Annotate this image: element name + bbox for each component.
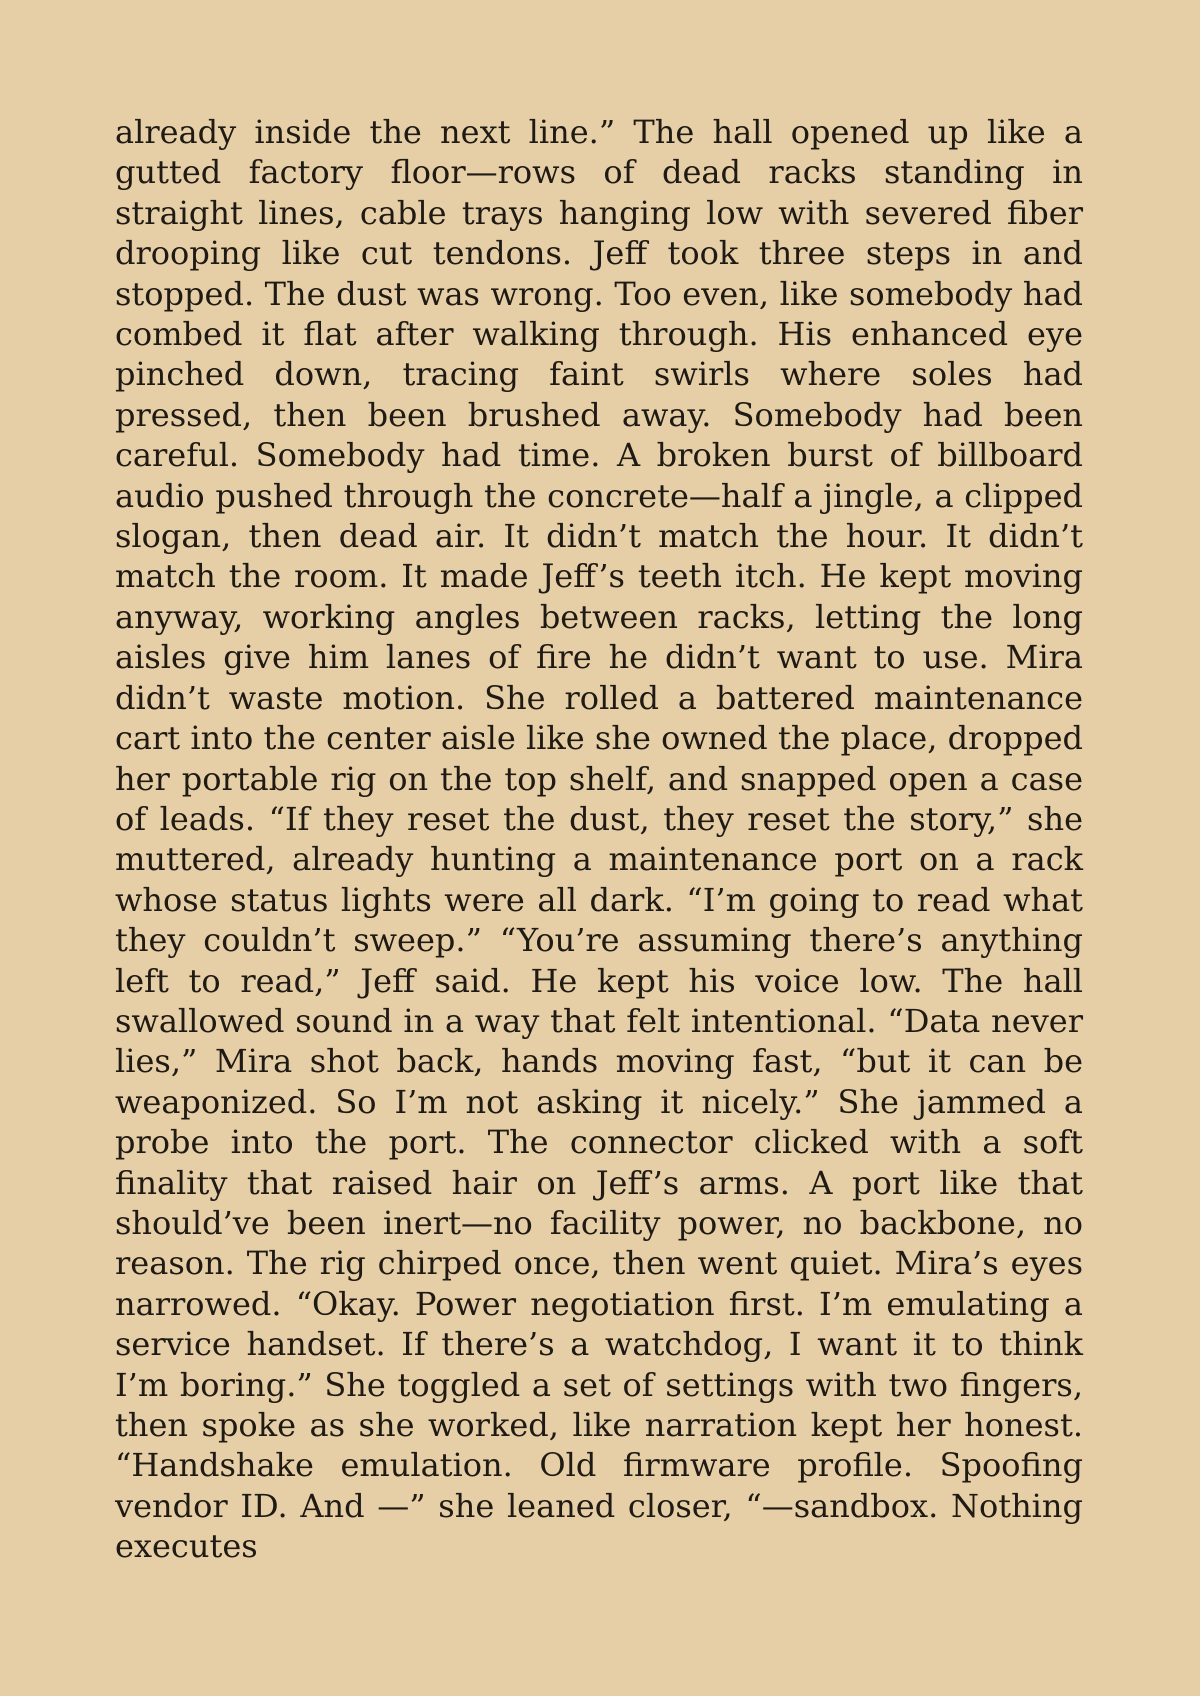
body-text: already inside the next line.” The hall opened up like a gutted factory floor—rows of dead racks standing in straight lines, cable trays hanging low with severed fiber drooping like cut tendons. Jeff took three steps in and stopped. The dust was wrong. Too even, like somebody had combed it flat after walking through. His enhanced eye pinched down, tracing faint swirls where soles had pressed, then been brushed away. Somebody had been careful. Somebody had time. A broken burst of billboard audio pushed through the concrete—half a jingle, a clipped slogan, then dead air. It didn’t match the hour. It didn’t match the room. It made Jeff’s teeth itch. He kept moving anyway, working angles between racks, letting the long aisles give him lanes of fire he didn’t want to use. Mira didn’t waste motion. She rolled a battered maintenance cart into the center aisle like she owned the place, dropped her portable rig on the top shelf, and snapped open a case of leads. “If they reset the dust, they reset the story,” she muttered, already hunting a maintenance port on a rack whose status lights were all dark. “I’m going to read what they couldn’t sweep.” “You’re assuming there’s anything left to read,” Jeff said. He kept his voice low. The hall swallowed sound in a way that felt intentional. “Data never lies,” Mira shot back, hands moving fast, “but it can be weaponized. So I’m not asking it nicely.” She jammed a probe into the port. The connector clicked with a soft finality that raised hair on Jeff’s arms. A port like that should’ve been inert—no facility power, no backbone, no reason. The rig chirped once, then went quiet. Mira’s eyes narrowed. “Okay. Power negotiation first. I’m emulating a service handset. If there’s a watchdog, I want it to think I’m boring.” She toggled a set of settings with two fingers, then spoke as she worked, like narration kept her honest. “Handshake emulation. Old firmware profile. Spoofing vendor ID. And —” she leaned closer, “—sandbox. Nothing executes: [115, 113, 1083, 1566]
